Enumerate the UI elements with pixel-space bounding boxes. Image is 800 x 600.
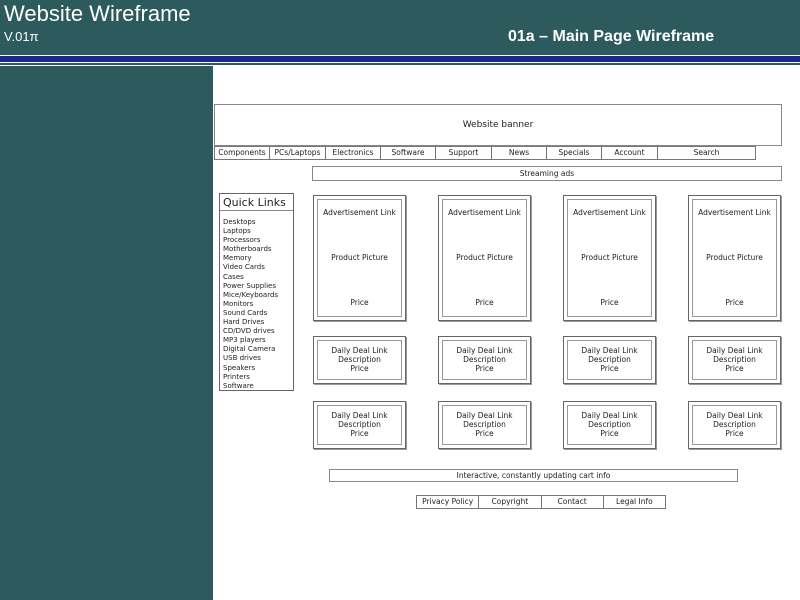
deal-description: Description: [588, 420, 631, 429]
deal-link[interactable]: Daily Deal Link: [706, 346, 763, 355]
deal-link[interactable]: Daily Deal Link: [331, 411, 388, 420]
deal-link[interactable]: Daily Deal Link: [331, 346, 388, 355]
product-price: Price: [475, 298, 494, 307]
quick-links-panel: [219, 193, 294, 391]
product-price: Price: [350, 298, 369, 307]
quick-link-item[interactable]: USB drives: [223, 354, 261, 363]
deal-description: Description: [463, 420, 506, 429]
deal-description: Description: [338, 420, 381, 429]
daily-deal-card[interactable]: [438, 336, 531, 384]
left-side-panel: [0, 66, 213, 600]
quick-link-item[interactable]: Power Supplies: [223, 281, 276, 290]
deal-description: Description: [713, 355, 756, 364]
daily-deal-card[interactable]: [313, 401, 406, 449]
main-nav-bar: [214, 146, 756, 160]
daily-deal-card[interactable]: [563, 401, 656, 449]
nav-item-pcs-laptops[interactable]: PCs/Laptops: [270, 147, 326, 159]
quick-link-item[interactable]: Video Cards: [223, 263, 265, 272]
deal-price: Price: [725, 429, 744, 438]
product-price: Price: [600, 298, 619, 307]
deal-price: Price: [725, 364, 744, 373]
deal-price: Price: [600, 429, 619, 438]
product-picture: Product Picture: [581, 253, 638, 262]
quick-link-item[interactable]: Printers: [223, 372, 250, 381]
nav-item-account[interactable]: Account: [602, 147, 658, 159]
deal-link[interactable]: Daily Deal Link: [456, 411, 513, 420]
deal-link[interactable]: Daily Deal Link: [581, 346, 638, 355]
deal-description: Description: [713, 420, 756, 429]
nav-item-electronics[interactable]: Electronics: [326, 147, 381, 159]
product-card[interactable]: [438, 195, 531, 321]
product-picture: Product Picture: [331, 253, 388, 262]
deal-price: Price: [475, 429, 494, 438]
quick-link-item[interactable]: CD/DVD drives: [223, 327, 275, 336]
header-divider-line: [0, 55, 800, 63]
quick-link-item[interactable]: Digital Camera: [223, 345, 276, 354]
streaming-ads-label: Streaming ads: [519, 169, 575, 178]
nav-item-news[interactable]: News: [492, 147, 547, 159]
quick-link-item[interactable]: Hard Drives: [223, 318, 265, 327]
quick-links-list: [223, 218, 278, 391]
slide-header: [0, 0, 800, 53]
deal-price: Price: [350, 429, 369, 438]
product-price: Price: [725, 298, 744, 307]
deal-description: Description: [588, 355, 631, 364]
quick-link-item[interactable]: MP3 players: [223, 336, 266, 345]
daily-deal-card[interactable]: [438, 401, 531, 449]
website-banner[interactable]: [214, 104, 782, 146]
quick-link-item[interactable]: Cases: [223, 272, 244, 281]
quick-link-item[interactable]: Sound Cards: [223, 308, 268, 317]
quick-link-item[interactable]: Laptops: [223, 227, 251, 236]
product-ad-link[interactable]: Advertisement Link: [573, 208, 646, 217]
deal-link[interactable]: Daily Deal Link: [581, 411, 638, 420]
quick-links-title: Quick Links: [223, 196, 286, 209]
product-card[interactable]: [688, 195, 781, 321]
product-ad-link[interactable]: Advertisement Link: [698, 208, 771, 217]
product-ad-link[interactable]: Advertisement Link: [323, 208, 396, 217]
quick-link-item[interactable]: Memory: [223, 254, 252, 263]
cart-info-bar[interactable]: [329, 469, 738, 482]
deal-link[interactable]: Daily Deal Link: [456, 346, 513, 355]
quick-link-item[interactable]: Processors: [223, 236, 261, 245]
banner-label: Website banner: [462, 120, 534, 130]
nav-item-support[interactable]: Support: [436, 147, 492, 159]
nav-item-software[interactable]: Software: [381, 147, 436, 159]
product-picture: Product Picture: [706, 253, 763, 262]
product-picture: Product Picture: [456, 253, 513, 262]
nav-item-specials[interactable]: Specials: [547, 147, 602, 159]
daily-deal-card[interactable]: [688, 336, 781, 384]
quick-link-item[interactable]: Motherboards: [223, 245, 272, 254]
nav-item-components[interactable]: Components: [215, 147, 270, 159]
footer-copyright[interactable]: Copyright: [479, 496, 541, 508]
footer-contact[interactable]: Contact: [542, 496, 604, 508]
slide-subtitle: 01a – Main Page Wireframe: [508, 28, 715, 45]
daily-deal-card[interactable]: [688, 401, 781, 449]
quick-link-item[interactable]: Mice/Keyboards: [223, 290, 279, 299]
deal-price: Price: [350, 364, 369, 373]
quick-link-item[interactable]: Speakers: [223, 363, 256, 372]
product-ad-link[interactable]: Advertisement Link: [448, 208, 521, 217]
slide-version: V.01π: [4, 29, 39, 44]
product-card[interactable]: [313, 195, 406, 321]
slide-title: Website Wireframe: [4, 1, 191, 26]
quick-link-item[interactable]: Desktops: [223, 218, 256, 226]
footer-legal-info[interactable]: Legal Info: [616, 497, 653, 506]
streaming-ads-bar[interactable]: [312, 166, 782, 181]
footer-links: [416, 495, 666, 509]
quick-link-item[interactable]: Monitors: [223, 299, 254, 308]
deal-price: Price: [475, 364, 494, 373]
deal-description: Description: [338, 355, 381, 364]
daily-deal-card[interactable]: [563, 336, 656, 384]
daily-deal-card[interactable]: [313, 336, 406, 384]
deal-price: Price: [600, 364, 619, 373]
nav-item-search[interactable]: Search: [693, 148, 720, 157]
deal-link[interactable]: Daily Deal Link: [706, 411, 763, 420]
product-card[interactable]: [563, 195, 656, 321]
footer-privacy-policy[interactable]: Privacy Policy: [417, 496, 479, 508]
quick-link-item[interactable]: Software: [223, 381, 254, 390]
quick-links-divider: [220, 210, 293, 211]
cart-info-label: Interactive, constantly updating cart info: [456, 471, 611, 480]
deal-description: Description: [463, 355, 506, 364]
